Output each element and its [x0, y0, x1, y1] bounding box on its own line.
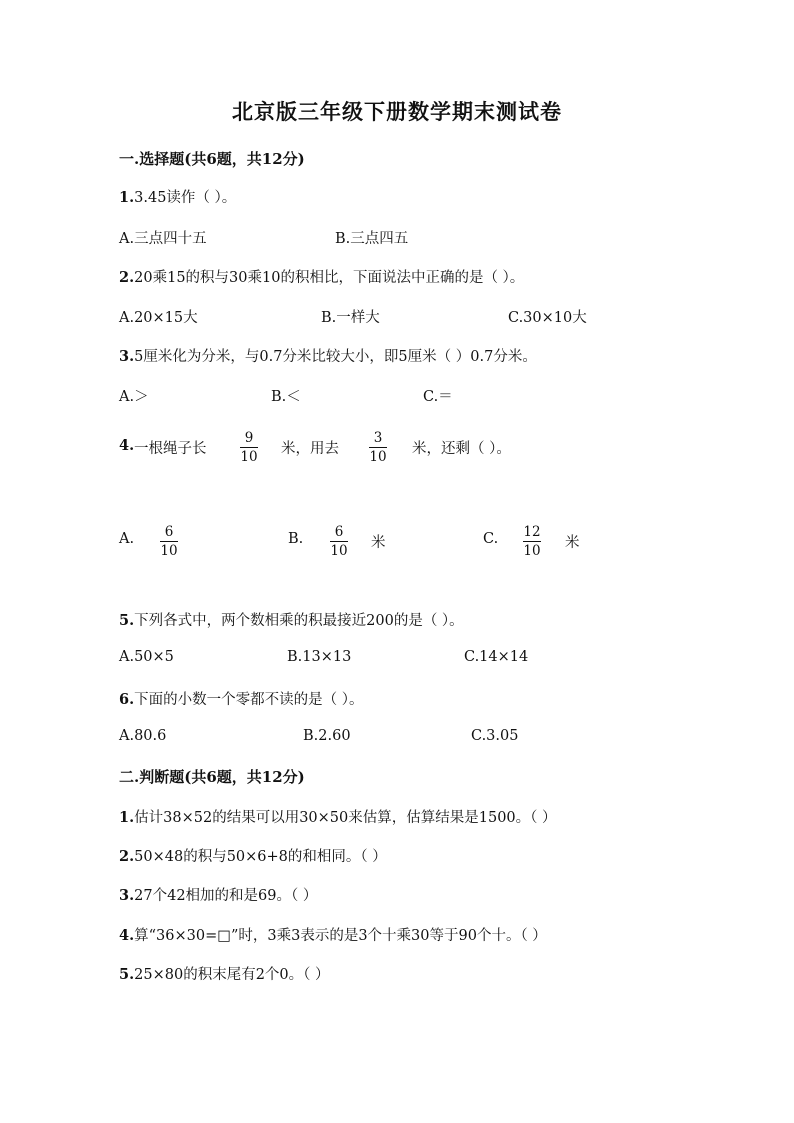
- judgement-5: [119, 963, 330, 984]
- question-text: 20乘15的积与30乘10的积相比，下面说法中正确的是（ ）。: [134, 270, 525, 286]
- q6-option-b: B.2.60: [303, 728, 351, 744]
- fraction-denominator: 10: [160, 543, 178, 559]
- q4-option-b-label: B.: [288, 531, 304, 547]
- q2-option-a: A.20×15大: [119, 310, 198, 326]
- question-number: 4.: [119, 437, 135, 454]
- q6-option-a: A.80.6: [119, 728, 167, 744]
- fraction-numerator: 6: [164, 524, 174, 540]
- q5-option-b: B.13×13: [287, 649, 352, 665]
- question-text: 估计38×52的结果可以用30×50来估算，估算结果是1500。（ ）: [134, 810, 557, 826]
- question-5: [119, 609, 464, 630]
- question-text: 下列各式中，两个数相乘的积最接近200的是（ ）。: [134, 613, 464, 629]
- fraction-three-tenths: [369, 430, 387, 465]
- question-3: [119, 345, 537, 366]
- page-title: 北京版三年级下册数学期末测试卷: [232, 99, 562, 124]
- question-1: [119, 186, 236, 207]
- fraction-numerator: 3: [373, 430, 383, 446]
- fraction-nine-tenths: [240, 430, 258, 465]
- question-text-part-1: 一根绳子长: [134, 441, 207, 457]
- question-6: [119, 688, 364, 709]
- section-heading-judgement: 二.判断题(共6题，共12分): [119, 768, 305, 786]
- question-number: 1.: [119, 189, 135, 206]
- q4-option-b-unit: 米: [371, 535, 386, 551]
- q5-option-a: A.50×5: [119, 649, 174, 665]
- question-number: 3.: [119, 348, 135, 365]
- q4-option-c-label: C.: [483, 531, 499, 547]
- question-text: 50×48的积与50×6+8的和相同。（ ）: [134, 849, 387, 865]
- question-2: [119, 266, 524, 287]
- question-number: 5.: [119, 966, 135, 983]
- judgement-1: [119, 806, 557, 827]
- question-text-part-2: 米，用去: [281, 441, 339, 457]
- question-text: 算“36×30=□”时，3乘3表示的是3个十乘30等于90个十。（ ）: [134, 928, 547, 944]
- question-number: 2.: [119, 848, 135, 865]
- fraction-denominator: 10: [330, 543, 348, 559]
- question-number: 4.: [119, 927, 135, 944]
- judgement-4: [119, 924, 547, 945]
- question-text: 5厘米化为分米，与0.7分米比较大小，即5厘米（ ）0.7分米。: [134, 349, 537, 365]
- fraction-denominator: 10: [369, 449, 387, 465]
- question-text: 27个42相加的和是69。（ ）: [134, 888, 318, 904]
- q3-option-c: C.＝: [423, 389, 453, 405]
- question-text: 3.45读作（ ）。: [134, 190, 237, 206]
- fraction-numerator: 12: [523, 524, 541, 540]
- q4-option-c-fraction: [523, 524, 541, 559]
- q4-option-c-unit: 米: [565, 535, 580, 551]
- q4-option-a-fraction: [160, 524, 178, 559]
- question-text: 25×80的积末尾有2个0。（ ）: [134, 967, 330, 983]
- question-number: 3.: [119, 887, 135, 904]
- q3-option-a: A.＞: [119, 389, 149, 405]
- q3-option-b: B.＜: [271, 389, 301, 405]
- q5-option-c: C.14×14: [464, 649, 529, 665]
- fraction-denominator: 10: [523, 543, 541, 559]
- question-text: 下面的小数一个零都不读的是（ ）。: [134, 692, 364, 708]
- section-heading-choice: 一.选择题(共6题，共12分): [119, 150, 305, 168]
- question-number: 2.: [119, 269, 135, 286]
- fraction-bar: [523, 541, 541, 542]
- question-text-part-3: 米，还剩（ ）。: [412, 441, 511, 457]
- fraction-bar: [240, 447, 258, 448]
- fraction-bar: [369, 447, 387, 448]
- q6-option-c: C.3.05: [471, 728, 519, 744]
- question-number: 5.: [119, 612, 135, 629]
- q4-option-b-fraction: [330, 524, 348, 559]
- question-number: 6.: [119, 691, 135, 708]
- fraction-bar: [160, 541, 178, 542]
- q4-option-a-label: A.: [119, 531, 135, 547]
- fraction-bar: [330, 541, 348, 542]
- q1-option-b: B.三点四五: [335, 231, 409, 247]
- q2-option-b: B.一样大: [321, 310, 380, 326]
- fraction-numerator: 9: [244, 430, 254, 446]
- q2-option-c: C.30×10大: [508, 310, 587, 326]
- fraction-denominator: 10: [240, 449, 258, 465]
- q1-option-a: A.三点四十五: [119, 231, 207, 247]
- judgement-3: [119, 884, 317, 905]
- question-number: 1.: [119, 809, 135, 826]
- judgement-2: [119, 845, 387, 866]
- fraction-numerator: 6: [334, 524, 344, 540]
